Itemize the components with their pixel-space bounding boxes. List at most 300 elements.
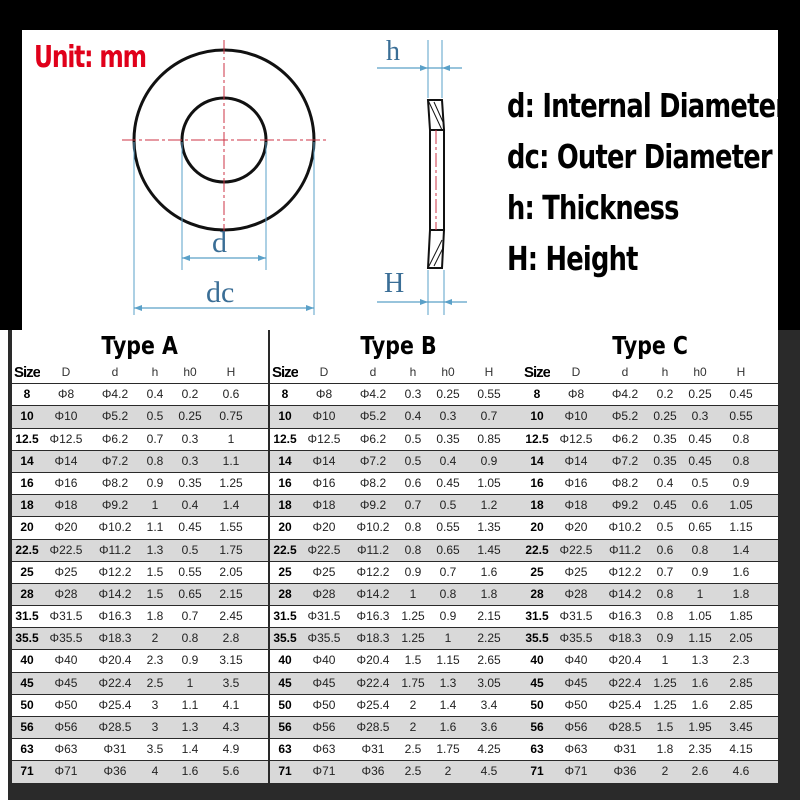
table-cell: 0.7 xyxy=(656,564,674,579)
table-cell: Φ10 xyxy=(54,409,78,424)
table-row xyxy=(270,761,526,783)
table-cell: Φ18.3 xyxy=(356,631,390,646)
column-header: H xyxy=(484,365,494,379)
table-cell: Φ4.2 xyxy=(359,387,387,402)
table-cell: 0.75 xyxy=(219,409,243,424)
table-cell: Φ35.5 xyxy=(49,631,83,646)
table-cell: 40 xyxy=(20,653,34,668)
table-cell: 35.5 xyxy=(525,631,549,646)
table-cell: 1.75 xyxy=(219,542,243,557)
table-cell: 0.4 xyxy=(656,475,674,490)
table-cell: Φ40 xyxy=(564,653,588,668)
table-cell: 45 xyxy=(20,675,34,690)
table-cell: Φ45 xyxy=(312,675,336,690)
table-cell: 1.05 xyxy=(729,498,753,513)
spec-table-type-1 xyxy=(12,330,268,800)
table-cell: Φ16.3 xyxy=(356,609,390,624)
table-cell: 1.25 xyxy=(219,475,243,490)
table-cell: Φ9.2 xyxy=(101,498,129,513)
table-row xyxy=(522,540,778,562)
column-header: D xyxy=(61,365,71,379)
table-cell: Φ28 xyxy=(564,586,588,601)
table-row xyxy=(12,650,268,672)
table-cell: 0.4 xyxy=(439,453,457,468)
table-row xyxy=(270,429,526,451)
table-cell: 2.5 xyxy=(404,742,422,757)
table-cell: 10 xyxy=(20,409,34,424)
table-cell: 0.25 xyxy=(653,409,677,424)
table-row xyxy=(12,429,268,451)
table-row xyxy=(522,429,778,451)
table-row xyxy=(522,761,778,783)
table-row xyxy=(12,384,268,406)
table-cell: 2.5 xyxy=(146,675,164,690)
table-row xyxy=(270,695,526,717)
table-cell: 10 xyxy=(530,409,544,424)
column-header: H xyxy=(736,365,746,379)
table-cell: 31.5 xyxy=(15,609,39,624)
table-cell: Φ8.2 xyxy=(359,475,387,490)
table-cell: 0.8 xyxy=(656,609,674,624)
table-row xyxy=(270,384,526,406)
table-cell: 0.8 xyxy=(439,586,457,601)
table-row xyxy=(270,495,526,517)
table-cell: Φ16 xyxy=(54,475,78,490)
table-cell: Φ4.2 xyxy=(611,387,639,402)
table-cell: Φ56 xyxy=(54,720,78,734)
table-cell: 56 xyxy=(278,720,292,734)
table-row xyxy=(12,628,268,650)
table-cell: Φ25 xyxy=(54,564,78,579)
type-title xyxy=(522,330,778,362)
table-cell: 1.15 xyxy=(688,631,712,646)
table-cell: Φ45 xyxy=(564,675,588,690)
table-cell: 2.85 xyxy=(729,675,753,690)
legend-thickness: h: Thickness xyxy=(507,188,679,227)
table-cell: 2.3 xyxy=(146,653,164,668)
spec-grid xyxy=(522,362,778,784)
legend-height: H: Height xyxy=(507,239,638,278)
unit-label: Unit: mm xyxy=(34,40,146,75)
table-cell: 1.05 xyxy=(477,475,501,490)
table-cell: 71 xyxy=(20,764,34,779)
table-cell: 0.2 xyxy=(656,387,674,402)
table-cell: 1.1 xyxy=(146,520,164,535)
table-cell: 0.65 xyxy=(688,520,712,535)
table-cell: 1.35 xyxy=(477,520,501,535)
table-cell: 0.8 xyxy=(732,431,750,446)
table-cell: Φ63 xyxy=(312,742,336,757)
table-row xyxy=(12,562,268,584)
table-cell: 3.5 xyxy=(222,675,240,690)
table-cell: Φ5.2 xyxy=(101,409,129,424)
table-cell: 56 xyxy=(530,720,544,734)
table-row xyxy=(12,495,268,517)
table-cell: 0.45 xyxy=(688,453,712,468)
table-cell: Φ25.4 xyxy=(98,697,132,712)
table-cell: 1.4 xyxy=(181,742,199,757)
table-cell: 0.35 xyxy=(436,431,460,446)
table-cell: 22.5 xyxy=(273,542,297,557)
table-row xyxy=(522,739,778,761)
table-cell: 0.7 xyxy=(480,409,498,424)
table-cell: 0.9 xyxy=(404,564,422,579)
column-header: h0 xyxy=(183,365,197,379)
table-cell: Φ31.5 xyxy=(559,609,593,624)
table-cell: Φ8 xyxy=(315,387,333,402)
table-row xyxy=(522,695,778,717)
table-row xyxy=(12,584,268,606)
spec-grid xyxy=(270,362,526,784)
table-row xyxy=(522,562,778,584)
table-cell: 0.45 xyxy=(688,431,712,446)
table-cell: 1.2 xyxy=(480,498,498,513)
table-cell: 0.3 xyxy=(691,409,709,424)
table-cell: Φ11.2 xyxy=(98,542,132,557)
table-cell: 1.25 xyxy=(401,609,425,624)
frame-left xyxy=(0,0,22,330)
table-cell: 0.6 xyxy=(656,542,674,557)
table-cell: Φ6.2 xyxy=(611,431,639,446)
table-cell: 2 xyxy=(409,697,417,712)
table-cell: Φ18 xyxy=(564,498,588,513)
table-cell: 0.55 xyxy=(178,564,202,579)
table-cell: 63 xyxy=(20,742,34,757)
table-cell: 1 xyxy=(409,586,417,601)
table-cell: Φ18 xyxy=(54,498,78,513)
table-cell: 1.8 xyxy=(732,586,750,601)
table-cell: 0.25 xyxy=(436,387,460,402)
table-cell: 0.5 xyxy=(404,453,422,468)
legend xyxy=(507,80,800,284)
table-cell: 0.8 xyxy=(691,542,709,557)
label-H: H xyxy=(384,268,405,299)
table-row xyxy=(522,606,778,628)
spec-grid xyxy=(12,362,268,784)
table-cell: Φ63 xyxy=(54,742,78,757)
table-row xyxy=(12,673,268,695)
table-cell: 0.6 xyxy=(222,387,240,402)
table-cell: 56 xyxy=(20,720,34,734)
table-cell: Φ8.2 xyxy=(101,475,129,490)
table-cell: 2 xyxy=(151,631,159,646)
spec-table-type-2 xyxy=(270,330,526,800)
table-cell: Φ28 xyxy=(312,586,336,601)
table-cell: 0.9 xyxy=(480,453,498,468)
table-cell: 71 xyxy=(278,764,292,779)
table-cell: 2.65 xyxy=(477,653,501,668)
table-cell: Φ8 xyxy=(567,387,585,402)
table-row xyxy=(522,384,778,406)
table-cell: Φ12.5 xyxy=(49,431,83,446)
table-cell: 0.55 xyxy=(436,520,460,535)
table-cell: 3.45 xyxy=(729,720,753,734)
table-cell: Φ22.5 xyxy=(559,542,593,557)
table-cell: 16 xyxy=(278,475,292,490)
table-cell: Φ22.4 xyxy=(98,675,132,690)
table-cell: 1.1 xyxy=(181,697,199,712)
table-cell: 1.15 xyxy=(436,653,460,668)
table-row xyxy=(522,517,778,539)
label-h: h xyxy=(386,36,400,67)
table-cell: 1.1 xyxy=(222,453,240,468)
table-row xyxy=(522,628,778,650)
table-cell: Φ25 xyxy=(564,564,588,579)
table-cell: 1.8 xyxy=(146,609,164,624)
table-cell: Φ31 xyxy=(361,742,385,757)
table-cell: 0.9 xyxy=(732,475,750,490)
table-cell: Φ28.5 xyxy=(608,720,642,734)
table-cell: Φ5.2 xyxy=(611,409,639,424)
table-cell: 16 xyxy=(530,475,544,490)
table-row xyxy=(270,562,526,584)
table-cell: 4.6 xyxy=(732,764,750,779)
table-header-row xyxy=(522,362,778,384)
table-cell: 0.4 xyxy=(146,387,164,402)
table-cell: Φ31 xyxy=(103,742,127,757)
table-cell: Φ6.2 xyxy=(101,431,129,446)
table-cell: 1.95 xyxy=(688,720,712,734)
table-cell: 0.4 xyxy=(181,498,199,513)
table-cell: Φ40 xyxy=(312,653,336,668)
table-header-row xyxy=(270,362,526,384)
table-cell: 16 xyxy=(20,475,34,490)
table-row xyxy=(522,406,778,428)
table-cell: 25 xyxy=(278,564,292,579)
table-cell: 20 xyxy=(278,520,292,535)
table-cell: 1.25 xyxy=(653,675,677,690)
table-cell: 2.05 xyxy=(729,631,753,646)
column-header: h xyxy=(151,365,159,379)
table-cell: 0.55 xyxy=(729,409,753,424)
table-row xyxy=(270,606,526,628)
table-cell: 1.85 xyxy=(729,609,753,624)
table-row xyxy=(270,451,526,473)
table-row xyxy=(270,406,526,428)
table-row xyxy=(12,695,268,717)
table-cell: 2.05 xyxy=(219,564,243,579)
table-cell: Φ20.4 xyxy=(608,653,642,668)
table-cell: Φ10.2 xyxy=(356,520,390,535)
table-cell: Φ14 xyxy=(54,453,78,468)
table-cell: 0.8 xyxy=(404,542,422,557)
table-cell: 18 xyxy=(20,498,34,513)
table-cell: 1 xyxy=(186,675,194,690)
table-cell: Φ4.2 xyxy=(101,387,129,402)
column-header: d xyxy=(369,365,377,379)
table-cell: 1.55 xyxy=(219,520,243,535)
table-cell: 4.9 xyxy=(222,742,240,757)
table-cell: 4.25 xyxy=(477,742,501,757)
table-cell: 45 xyxy=(530,675,544,690)
table-cell: 1.6 xyxy=(181,764,199,779)
table-cell: Φ25 xyxy=(312,564,336,579)
table-cell: Φ14 xyxy=(312,453,336,468)
table-cell: 40 xyxy=(530,653,544,668)
table-cell: 1.4 xyxy=(439,697,457,712)
table-cell: 4 xyxy=(151,764,159,779)
table-cell: 22.5 xyxy=(15,542,39,557)
table-cell: 2 xyxy=(409,720,417,734)
table-cell: Φ40 xyxy=(54,653,78,668)
table-cell: Φ12.5 xyxy=(559,431,593,446)
table-cell: 35.5 xyxy=(15,631,39,646)
table-cell: 3 xyxy=(151,697,159,712)
table-cell: 1.25 xyxy=(653,697,677,712)
table-row xyxy=(12,739,268,761)
table-cell: 2.85 xyxy=(729,697,753,712)
table-row xyxy=(270,628,526,650)
table-row xyxy=(12,451,268,473)
table-cell: 18 xyxy=(278,498,292,513)
table-cell: 31.5 xyxy=(273,609,297,624)
table-cell: Φ28.5 xyxy=(98,720,132,734)
table-cell: 1.75 xyxy=(436,742,460,757)
table-cell: 1.45 xyxy=(477,542,501,557)
table-cell: Φ7.2 xyxy=(101,453,129,468)
table-cell: 0.5 xyxy=(146,409,164,424)
table-cell: 0.65 xyxy=(436,542,460,557)
table-cell: 1.5 xyxy=(146,564,164,579)
table-cell: 1 xyxy=(661,653,669,668)
type-title xyxy=(270,330,526,362)
table-cell: Φ45 xyxy=(54,675,78,690)
table-cell: Φ12.2 xyxy=(356,564,390,579)
table-cell: 2 xyxy=(661,764,669,779)
table-cell: Φ9.2 xyxy=(611,498,639,513)
table-cell: 0.45 xyxy=(178,520,202,535)
table-row xyxy=(522,451,778,473)
column-header: D xyxy=(319,365,329,379)
table-cell: 0.8 xyxy=(404,520,422,535)
table-cell: 25 xyxy=(20,564,34,579)
table-cell: Φ9.2 xyxy=(359,498,387,513)
table-cell: 3.6 xyxy=(480,720,498,734)
table-cell: Φ22.4 xyxy=(356,675,390,690)
table-cell: 1.6 xyxy=(691,675,709,690)
table-cell: Φ71 xyxy=(312,764,336,779)
spec-tables xyxy=(8,330,800,800)
table-row xyxy=(270,473,526,495)
table-cell: 0.8 xyxy=(146,453,164,468)
table-row xyxy=(522,584,778,606)
table-cell: 0.4 xyxy=(404,409,422,424)
table-cell: 1.3 xyxy=(181,720,199,734)
table-cell: Φ20 xyxy=(312,520,336,535)
table-cell: Φ22.5 xyxy=(307,542,341,557)
table-cell: Φ10 xyxy=(564,409,588,424)
table-cell: Φ5.2 xyxy=(359,409,387,424)
table-cell: 3 xyxy=(151,720,159,734)
table-cell: 10 xyxy=(278,409,292,424)
table-cell: 1.5 xyxy=(656,720,674,734)
table-cell: 8 xyxy=(23,387,31,402)
table-cell: 63 xyxy=(530,742,544,757)
column-header: D xyxy=(571,365,581,379)
table-cell: 50 xyxy=(20,697,34,712)
table-cell: 20 xyxy=(530,520,544,535)
table-cell: 1 xyxy=(696,586,704,601)
table-cell: Φ8 xyxy=(57,387,75,402)
table-cell: Φ31 xyxy=(613,742,637,757)
table-row xyxy=(12,473,268,495)
table-cell: Φ18 xyxy=(312,498,336,513)
column-header: h0 xyxy=(441,365,455,379)
table-cell: Φ71 xyxy=(564,764,588,779)
table-row xyxy=(270,717,526,739)
table-cell: Φ36 xyxy=(613,764,637,779)
table-cell: 8 xyxy=(533,387,541,402)
table-row xyxy=(270,673,526,695)
table-cell: Φ8.2 xyxy=(611,475,639,490)
table-cell: 28 xyxy=(20,586,34,601)
table-row xyxy=(270,739,526,761)
table-cell: Φ63 xyxy=(564,742,588,757)
table-cell: 2.35 xyxy=(688,742,712,757)
table-cell: 0.3 xyxy=(181,431,199,446)
table-cell: 0.6 xyxy=(691,498,709,513)
column-header: Size xyxy=(524,364,550,381)
table-cell: Φ6.2 xyxy=(359,431,387,446)
label-d: d xyxy=(212,226,227,259)
table-cell: 12.5 xyxy=(273,431,297,446)
table-cell: 40 xyxy=(278,653,292,668)
table-cell: 2.5 xyxy=(404,764,422,779)
table-cell: 0.3 xyxy=(181,453,199,468)
diagram-panel xyxy=(22,30,788,330)
table-cell: 2.15 xyxy=(477,609,501,624)
table-cell: 0.55 xyxy=(477,387,501,402)
table-cell: 0.7 xyxy=(146,431,164,446)
table-cell: Φ7.2 xyxy=(359,453,387,468)
table-cell: 1 xyxy=(227,431,235,446)
table-cell: 20 xyxy=(20,520,34,535)
table-cell: 0.8 xyxy=(732,453,750,468)
table-cell: 1.5 xyxy=(146,586,164,601)
table-cell: Φ25.4 xyxy=(356,697,390,712)
table-cell: 0.85 xyxy=(477,431,501,446)
table-cell: Φ35.5 xyxy=(559,631,593,646)
column-header: H xyxy=(226,365,236,379)
table-cell: 1.4 xyxy=(732,542,750,557)
table-cell: Φ12.5 xyxy=(307,431,341,446)
table-cell: 1.8 xyxy=(656,742,674,757)
table-cell: 1.6 xyxy=(691,697,709,712)
table-cell: Φ16.3 xyxy=(98,609,132,624)
washer-front-view xyxy=(122,40,327,315)
table-cell: 31.5 xyxy=(525,609,549,624)
table-cell: Φ14.2 xyxy=(608,586,642,601)
table-cell: Φ10 xyxy=(312,409,336,424)
table-header-row xyxy=(12,362,268,384)
table-cell: 2.25 xyxy=(477,631,501,646)
table-cell: 28 xyxy=(278,586,292,601)
table-row xyxy=(12,406,268,428)
table-cell: 1.6 xyxy=(439,720,457,734)
table-cell: Φ35.5 xyxy=(307,631,341,646)
table-cell: Φ71 xyxy=(54,764,78,779)
table-cell: 1.05 xyxy=(688,609,712,624)
table-cell: 1.5 xyxy=(404,653,422,668)
column-header: Size xyxy=(272,364,298,381)
legend-internal-diameter: d: Internal Diameter xyxy=(507,86,788,125)
table-cell: Φ56 xyxy=(312,720,336,734)
table-cell: Φ50 xyxy=(564,697,588,712)
table-cell: 1.3 xyxy=(691,653,709,668)
table-row xyxy=(270,517,526,539)
table-cell: Φ7.2 xyxy=(611,453,639,468)
table-row xyxy=(12,606,268,628)
